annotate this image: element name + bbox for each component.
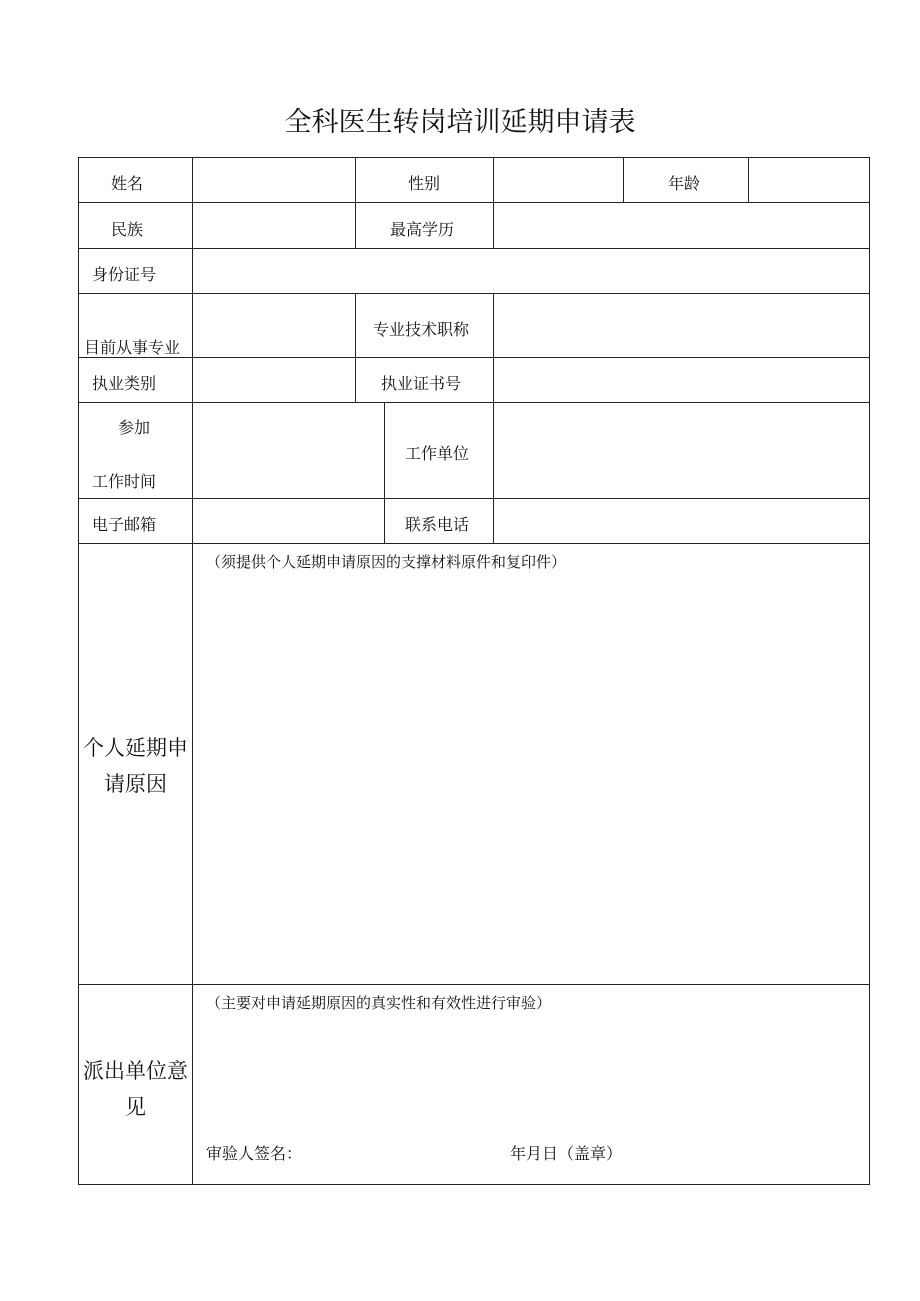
opinion-textarea[interactable] xyxy=(193,1016,869,1126)
ethnicity-input[interactable] xyxy=(193,203,355,248)
reason-label-line2: 请原因 xyxy=(104,772,167,796)
row-divider xyxy=(78,543,870,544)
gender-input[interactable] xyxy=(494,158,623,202)
age-input[interactable] xyxy=(749,158,869,202)
phone-label: 联系电话 xyxy=(405,515,470,534)
name-label: 姓名 xyxy=(111,174,144,193)
date-seal-label: 年月日（盖章） xyxy=(510,1144,623,1163)
education-label: 最高学历 xyxy=(390,220,455,239)
reason-label-line1: 个人延期申 xyxy=(83,736,188,760)
work-start-input[interactable] xyxy=(193,403,384,498)
opinion-label-line1: 派出单位意 xyxy=(83,1059,188,1083)
email-label: 电子邮箱 xyxy=(92,515,157,534)
signer-label: 审验人签名： xyxy=(206,1144,303,1163)
work-unit-label: 工作单位 xyxy=(405,444,470,463)
col-divider xyxy=(384,402,385,543)
license-number-label: 执业证书号 xyxy=(381,374,462,393)
current-specialty-input[interactable] xyxy=(193,294,355,357)
current-specialty-label: 目前从事专业 xyxy=(84,338,181,357)
col-divider xyxy=(623,157,624,202)
gender-label: 性别 xyxy=(408,174,441,193)
name-input[interactable] xyxy=(193,158,355,202)
id-number-label: 身份证号 xyxy=(92,265,157,284)
form-title: 全科医生转岗培训延期申请表 xyxy=(284,107,636,138)
tech-title-input[interactable] xyxy=(494,294,869,357)
email-input[interactable] xyxy=(193,499,384,543)
row-divider xyxy=(78,984,870,985)
work-start-label-line1: 参加 xyxy=(118,418,151,437)
reason-textarea[interactable] xyxy=(193,575,869,983)
ethnicity-label: 民族 xyxy=(111,220,144,239)
license-number-input[interactable] xyxy=(494,358,869,402)
education-input[interactable] xyxy=(494,203,869,248)
id-number-input[interactable] xyxy=(193,249,869,293)
col-divider xyxy=(355,157,356,248)
phone-input[interactable] xyxy=(494,499,869,543)
practice-category-label: 执业类别 xyxy=(92,374,157,393)
age-label: 年龄 xyxy=(668,174,701,193)
reason-note: （须提供个人延期申请原因的支撑材料原件和复印件） xyxy=(206,553,567,571)
opinion-label-line2: 见 xyxy=(125,1095,146,1119)
opinion-note: （主要对申请延期原因的真实性和有效性进行审验） xyxy=(206,994,552,1012)
tech-title-label: 专业技术职称 xyxy=(373,320,470,339)
work-unit-input[interactable] xyxy=(494,403,869,498)
col-divider xyxy=(355,293,356,402)
practice-category-input[interactable] xyxy=(193,358,355,402)
work-start-label-line2: 工作时间 xyxy=(92,472,157,491)
